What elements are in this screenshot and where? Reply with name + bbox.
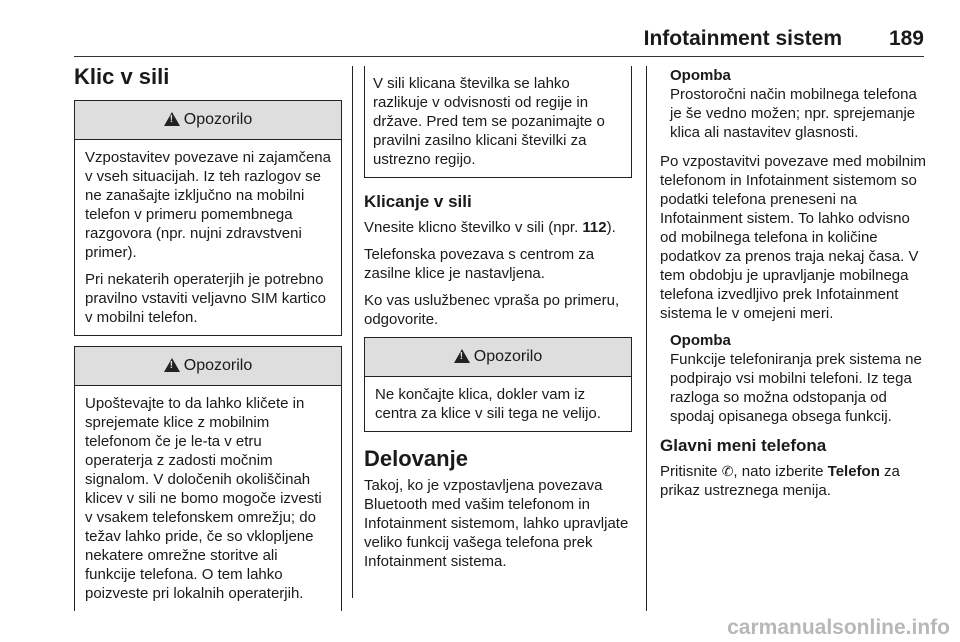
subheading-phone-main-menu: Glavni meni telefona [660,436,827,455]
warning-box-1 [74,100,342,336]
warning-paragraph: Pri nekaterih operaterjih je potrebno pravilno vstaviti veljavno SIM kartico v mobilni telefon. [85,271,326,326]
warning-box-2 [74,346,342,611]
warning-paragraph: V sili klicana številka se lahko razlikuje v odvisnosti od regije in države. Pred tem se pozanimajte o pravilni zasilno klicani številki za ustrezno regijo. [373,75,605,168]
text-span: Pritisnite [660,463,722,480]
note-1 [660,66,930,142]
note-text: Funkcije telefoniranja prek sistema ne podpirajo vsi mobilni telefoni. Iz tega razloga so možna odstopanja od spodaj opisanega obsega funkcij. [670,351,922,425]
paragraph [364,218,632,237]
text-span: Vnesite klicno številko v sili (npr. [364,219,583,236]
subheading-emergency-calling: Klicanje v sili [364,192,472,211]
text-span: za prikaz ustreznega menija. [660,463,900,499]
warning-box-3 [364,337,632,432]
emergency-number: 112 [582,219,607,236]
paragraph: Po vzpostavitvi povezave med mobilnim telefonom in Infotainment sistemom so podatki telefona preneseni na Infotainment sistem. To lahko odvisno od mobilnega telefona in količine podatkov za prenos traja nekaj časa. V tem obdobju je upravljanje mobilnega telefona izvedljivo prek Infotainment sistema le v omejeni meri. [660,153,926,322]
page-number: 189 [888,27,924,50]
text-span: , nato izberite [733,463,828,480]
watermark: carmanualsonline.info [727,616,950,639]
warning-label: Opozorilo [183,111,253,128]
column-divider-left [352,66,353,598]
paragraph: Telefonska povezava s centrom za zasilne klice je nastavljena. [364,246,595,282]
note-label: Opomba [670,332,731,349]
warning-box-continued [364,66,632,178]
warning-paragraph: Vzpostavitev povezave ni zajamčena v vseh situacijah. Iz teh razlogov se ne zanašajte izključno na mobilni telefon v primeru pomembnega razgovora (npr. nujni zdravstveni primer). [85,149,331,261]
phone-icon: ✆ [721,463,734,479]
left-column [74,60,342,621]
warning-header [75,347,341,386]
warning-header [75,101,341,140]
warning-triangle-icon [164,358,180,372]
note-label: Opomba [670,67,731,84]
warning-body [75,140,341,335]
warning-paragraph: Ne končajte klica, dokler vam iz centra za klice v sili tega ne velijo. [375,386,601,422]
warning-body [75,386,341,611]
note-2 [660,331,930,426]
warning-triangle-icon [164,112,180,126]
section-title-operation: Delovanje [364,446,468,471]
warning-triangle-icon [454,349,470,363]
header-title: Infotainment sistem [643,27,842,50]
warning-paragraph: Upoštevajte to da lahko kličete in sprejemate klice z mobilnim telefonom če je le-ta v etru operaterja z zadosti močnim signalom. V določenih okoliščinah klicev v sili ne bomo mogoče izvesti v vsakem telefonskem omrežju; do težav lahko pride, če so vklopljene nekatere omrežne storitve ali funkcije telefona. O tem lahko poizveste pri lokalnih operaterjih. [85,395,322,602]
paragraph [660,462,930,500]
warning-label: Opozorilo [183,357,253,374]
paragraph: Ko vas uslužbenec vpraša po primeru, odgovorite. [364,292,620,328]
menu-item-name: Telefon [827,463,880,480]
warning-label: Opozorilo [473,348,543,365]
warning-header [365,338,631,377]
text-span: ). [606,219,616,236]
column-divider-right [646,66,647,611]
paragraph: Takoj, ko je vzpostavljena povezava Bluetooth med vašim telefonom in Infotainment sistemom, lahko upravljate veliko funkcij vašega telefona prek Infotainment sistema. [364,477,629,570]
note-text: Prostoročni način mobilnega telefona je še vedno možen; npr. sprejemanje klica ali nastavitev glasnosti. [670,86,917,141]
warning-body [365,377,631,431]
page-header [0,0,960,55]
right-column [660,66,930,508]
section-title-emergency-call: Klic v sili [74,64,170,89]
header-rule [74,56,924,57]
middle-column [364,66,632,579]
